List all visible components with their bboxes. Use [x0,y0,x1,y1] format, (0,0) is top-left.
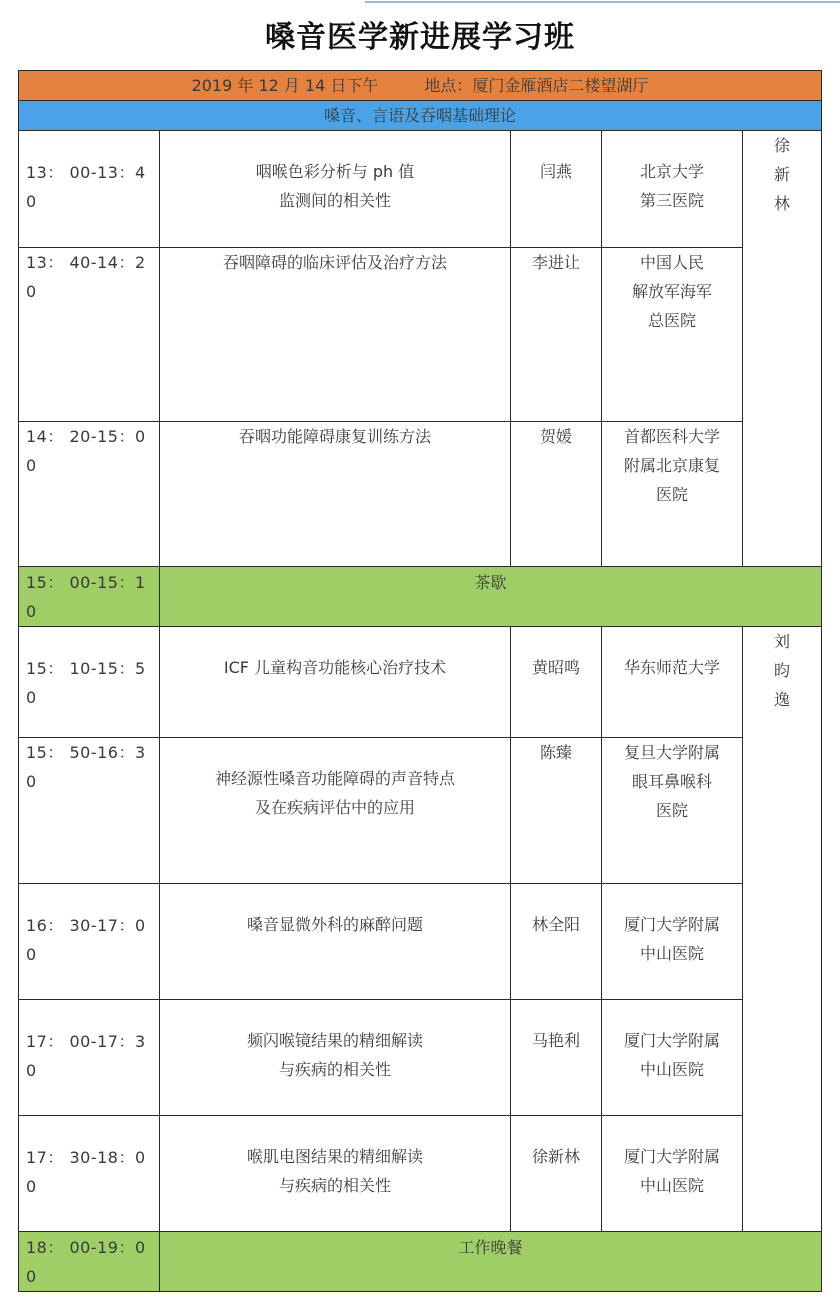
break-label: 茶歇 [160,567,822,627]
table-row [19,422,822,567]
table-row [19,884,822,1000]
topic-cell: ICF 儿童构音功能核心治疗技术 [160,627,511,738]
table-row [19,248,822,422]
topic-cell: 咽喉色彩分析与 ph 值 监测间的相关性 [160,131,511,248]
chair-cell [743,131,822,567]
topic-cell: 频闪喉镜结果的精细解读 与疾病的相关性 [160,1000,511,1116]
speaker-cell: 闫燕 [511,131,602,248]
speaker-cell: 林全阳 [511,884,602,1000]
topic-cell: 喉肌电图结果的精细解读 与疾病的相关性 [160,1116,511,1232]
schedule-table [18,70,822,1292]
dinner-row [19,1232,822,1292]
topic-cell: 吞咽障碍的临床评估及治疗方法 [160,248,511,422]
topic-cell: 神经源性嗓音功能障碍的声音特点 及在疾病评估中的应用 [160,738,511,884]
affiliation-cell: 厦门大学附属 中山医院 [602,1000,743,1116]
speaker-cell: 马艳利 [511,1000,602,1116]
time-cell: 15： 50-16：30 [19,738,160,884]
table-row [19,131,822,248]
time-cell: 16： 30-17：00 [19,884,160,1000]
speaker-cell: 贺媛 [511,422,602,567]
table-row [19,1000,822,1116]
date-location-banner [19,71,822,101]
top-rule [365,1,840,3]
chair-name: 徐新林 [773,136,790,213]
break-label: 工作晚餐 [160,1232,822,1292]
time-cell: 13： 00-13：40 [19,131,160,248]
table-row [19,738,822,884]
topic-cell: 嗓音显微外科的麻醉问题 [160,884,511,1000]
date-text: 2019 年 12 月 14 日下午 [191,76,379,95]
table-row [19,1116,822,1232]
speaker-cell: 陈臻 [511,738,602,884]
chair-name: 刘昀逸 [773,632,790,709]
affiliation-cell: 复旦大学附属 眼耳鼻喉科 医院 [602,738,743,884]
speaker-cell: 徐新林 [511,1116,602,1232]
affiliation-cell: 首都医科大学 附属北京康复 医院 [602,422,743,567]
speaker-cell: 黄昭鸣 [511,627,602,738]
table-row [19,627,822,738]
time-cell: 13： 40-14：20 [19,248,160,422]
speaker-cell: 李进让 [511,248,602,422]
page-title: 嗓音医学新进展学习班 [265,20,575,55]
section-banner [19,101,822,131]
chair-cell [743,627,822,1232]
location-text: 地点：厦门金雁酒店二楼望湖厅 [424,76,649,95]
time-cell: 14： 20-15：00 [19,422,160,567]
time-cell: 15： 00-15：10 [19,567,160,627]
affiliation-cell: 中国人民 解放军海军 总医院 [602,248,743,422]
affiliation-cell: 厦门大学附属 中山医院 [602,1116,743,1232]
topic-cell: 吞咽功能障碍康复训练方法 [160,422,511,567]
section-title: 嗓音、言语及吞咽基础理论 [19,101,822,131]
time-cell: 18： 00-19：00 [19,1232,160,1292]
time-cell: 15： 10-15：50 [19,627,160,738]
affiliation-cell: 华东师范大学 [602,627,743,738]
affiliation-cell: 北京大学 第三医院 [602,131,743,248]
time-cell: 17： 30-18：00 [19,1116,160,1232]
affiliation-cell: 厦门大学附属 中山医院 [602,884,743,1000]
time-cell: 17： 00-17：30 [19,1000,160,1116]
tea-break-row [19,567,822,627]
